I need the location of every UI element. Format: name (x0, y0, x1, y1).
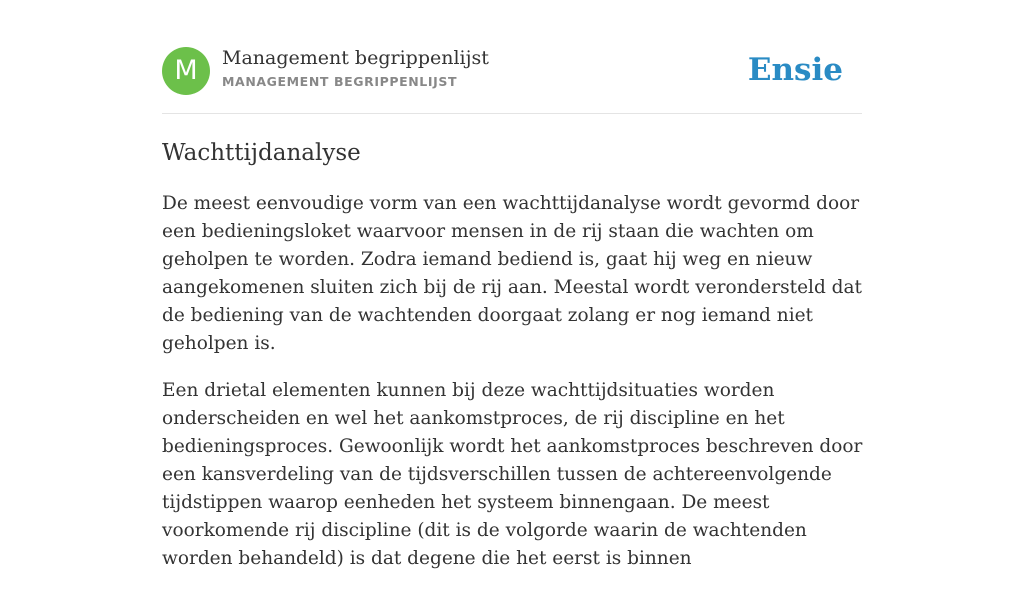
article-body (162, 190, 864, 592)
article-title: Wachttijdanalyse (162, 140, 361, 166)
article-paragraph: De meest eenvoudige vorm van een wachttijdanalyse wordt gevormd door een bedieningsloket waarvoor mensen in de rij staan die wachten om geholpen te worden. Zodra iemand bediend is, gaat hij weg en nieuw aangekomenen sluiten zich bij de rij aan. Meestal wordt verondersteld dat de bediening van de wachtenden doorgaat zolang er nog iemand niet geholpen is. (162, 193, 862, 354)
category-subtitle: MANAGEMENT BEGRIPPENLIJST (222, 74, 458, 89)
category-avatar[interactable]: M (162, 47, 210, 95)
page-header (162, 46, 862, 114)
category-title-link[interactable]: Management begrippenlijst (222, 47, 489, 69)
article-paragraph: Een drietal elementen kunnen bij deze wachttijdsituaties worden onderscheiden en wel het aankomstproces, de rij discipline en het bedieningsproces. Gewoonlijk wordt het aankomstproces beschreven door een kansverdeling van de tijdsverschillen tussen de achtereenvolgende tijdstippen waarop eenheden het systeem binnengaan. De meest voorkomende rij discipline (dit is de volgorde waarin de wachtenden worden behandeld) is dat degene die het eerst is binnen (162, 380, 863, 569)
ensie-logo[interactable]: Ensie (747, 52, 843, 88)
